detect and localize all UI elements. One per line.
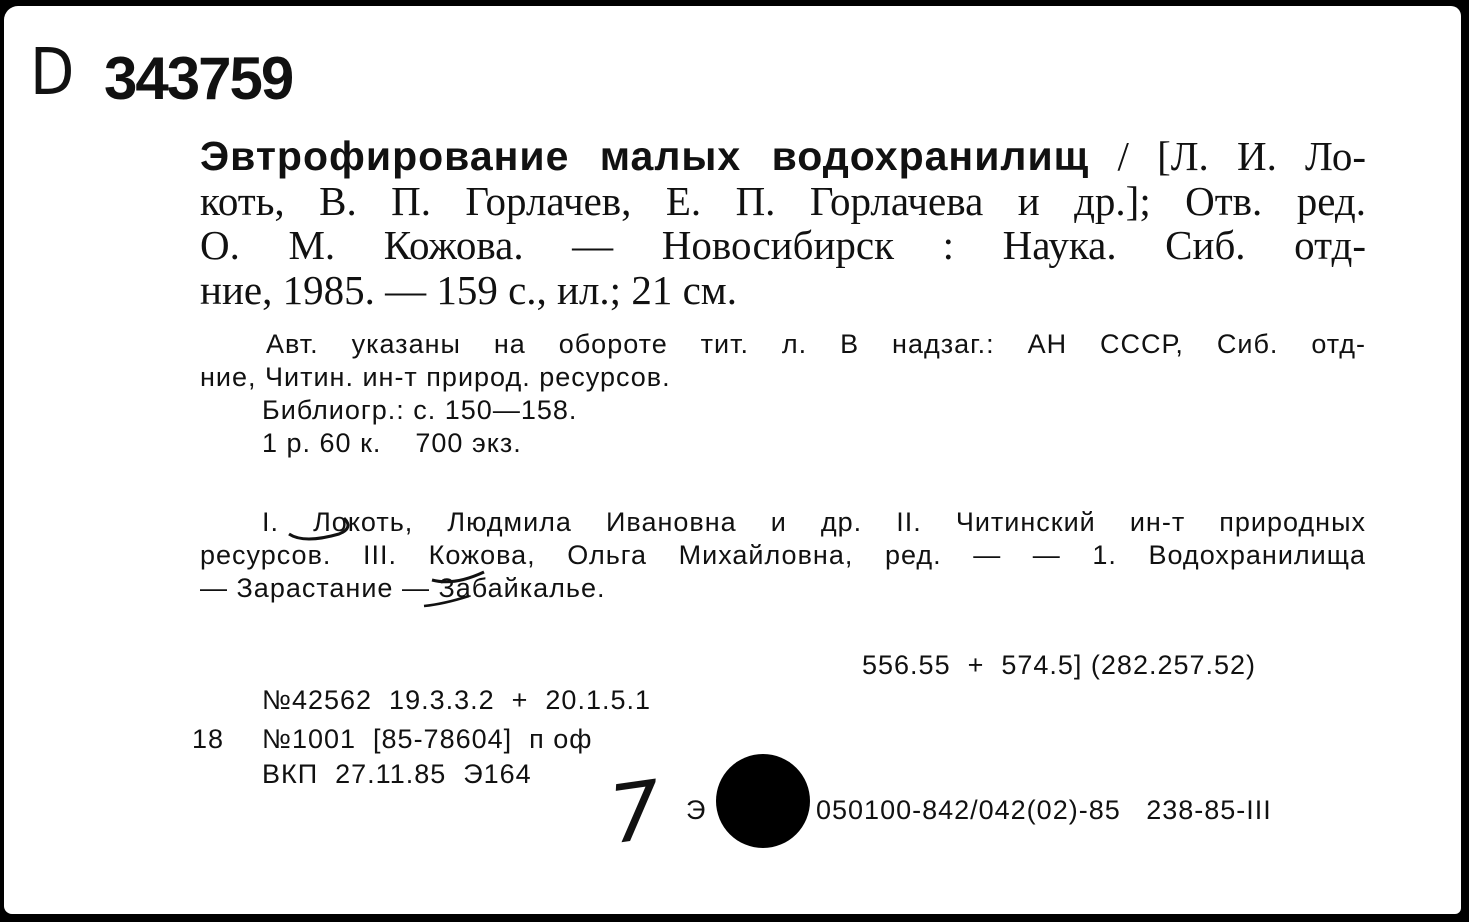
- tracing-line-1: I. Локоть, Людмила Ивановна и др. II. Читинский ин-т природных: [262, 507, 1366, 537]
- footer-line-2: №1001 [85-78604] п оф: [262, 724, 593, 754]
- description-line-1: Эвтрофирование малых водохранилищ / [Л. И. Ло-: [200, 133, 1367, 179]
- tracing-line-2: ресурсов. III. Кожова, Ольга Михайловна, ред. — — 1. Водохранилища: [200, 540, 1366, 570]
- tracing-line-3: — Зарастание — Забайкалье.: [200, 573, 606, 603]
- footer-line-1: №42562 19.3.3.2 + 20.1.5.1: [262, 685, 651, 715]
- call-number: 343759: [104, 45, 293, 112]
- classification-index: 556.55 + 574.5] (282.257.52): [862, 650, 1257, 680]
- handwritten-mark: D: [30, 36, 75, 110]
- handwriting-overlay: [4, 6, 1461, 914]
- footer-number: 18: [192, 724, 225, 754]
- handwritten-number: 7: [603, 762, 668, 863]
- description-line-3: О. М. Кожова. — Новосибирск : Наука. Сиб. отд-: [200, 222, 1366, 268]
- bottom-code-prefix: Э: [686, 795, 707, 825]
- book-title: Эвтрофирование малых водохранилищ: [200, 133, 1090, 179]
- note-line-2: ние, Читин. ин-т природ. ресурсов.: [200, 362, 671, 392]
- note-line-4: 1 р. 60 к. 700 экз.: [262, 428, 522, 458]
- note-line-3: Библиогр.: с. 150—158.: [262, 395, 578, 425]
- description-line-2: коть, В. П. Горлачев, Е. П. Горлачева и др.]; Отв. ред.: [200, 177, 1366, 224]
- note-line-1: Авт. указаны на обороте тит. л. В надзаг.: АН СССР, Сиб. отд-: [266, 329, 1366, 359]
- underline-mark-2: [432, 572, 484, 582]
- underline-mark-3: [424, 596, 469, 606]
- underline-mark-1: [289, 518, 348, 539]
- footer-line-3: ВКП 27.11.85 Э164: [262, 759, 532, 789]
- description-line-4: ние, 1985. — 159 с., ил.; 21 см.: [200, 266, 737, 313]
- catalog-card: [4, 6, 1461, 914]
- bottom-code: 050100-842/042(02)-85 238-85-III: [816, 795, 1272, 825]
